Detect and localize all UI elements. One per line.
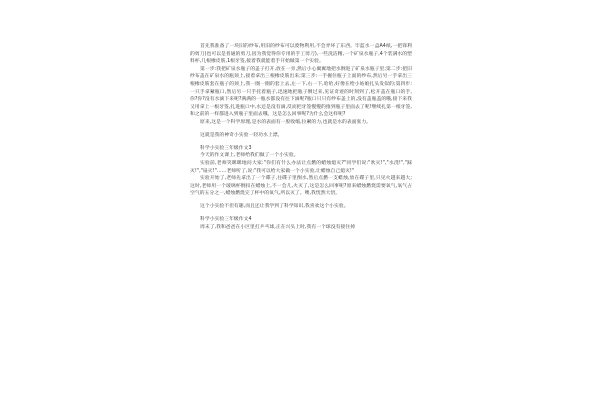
paragraph: 首先我准备了一块旧的纱布,用旧的纱布可以废物利用,不会弄坏了东西。牢蓝水一盒A4纸,一把锋利的剪刀(也可以是普通的剪刀,因为我觉得你专用的手工剪刀),一些洗洁精,一个矿泉水瓶子,4个装满水的塑料杯,几根橡皮筋,1根牙签,接着我就能着手开始做第一个实验。 [190, 44, 412, 65]
paragraph: 这就是我的神奇小实验一轻功水上漂。 [200, 133, 283, 139]
paragraph: 原来,这是一个科学原理,是水的表面有一股收缩,拉紧的力,也就是水的表面张力。 [200, 119, 372, 125]
paragraph: 这个小实验不但有趣,而且还让我学到了科学知识,我喜欢这个小实验。 [200, 204, 349, 210]
paragraph: 实验开始了,老师先拿出了一个碟子,往碟子里倒水,然后点燃一支蜡烛,放在碟子里,只见火越来越大;这时,老师用一个玻璃杯倒扣在蜡烛上,不一会儿,火灭了,这是怎么回事呢?原来蜡烛燃烧需要氧气,氧气占空气的五分之一,蜡烛燃烧完了杯中的氧气,所以灭了。噢,我恍然大悟。 [190, 176, 412, 197]
paragraph: 周末了,我和爸爸在小区里打乒乓球,正在兴头上时,我有一个球没有接住掉 [200, 224, 355, 230]
paragraph: 第一步:我把矿泉水瓶子的盖子打开,放在一旁,然后小心翼翼地把水倒进了矿泉水瓶子里;第二步:把旧纱布盖在矿泉水的瓶颈上,接着拿出三根橡皮筋出来;第三步:一手握住瓶子上面的纱布,然后另一手拿出三根橡皮筋套在瓶子的颈上,我一圈一圈的套上去,左一下,右一下,哈哈,好像在给小姑娘扎头发似的;第四步:一只手拿紧瓶口,然后另一只手托着瓶子,迅速地把瓶子倒过来,见证奇迹的时刻到了,松开盖在瓶口的手,你?你?没有水滴下来呢?满满的一瓶水都没有往下滴呢?瓶口只只有纱布盖上的,没有盖瓶盖的哦,接下来我又用拿上一根牙签,扎进瓶口中,水还是没有滴,反而把牙签慢慢的推到瓶子里面去了呢!继续扎第一根牙签,和之前的一样都进入到瓶子里面去哦。这是怎么回事呢?为什么会这样呢? [190, 66, 412, 118]
paragraph: 今天的作文课上,老师给我们做了一个小实验。 [200, 153, 299, 159]
section-title: 科学小实验三年级作文3 [200, 145, 252, 151]
section-title: 科学小实验三年级作文4 [200, 217, 252, 223]
paragraph: 实验前,老师笑眯眯地问大家:"你们有什么办法让点燃的蜡烛熄灭?"同学们说:"吹灭!","水浇!","踩灭!","扇灭!"……老师听了,说:"我可以给大家做一个小实验,让蜡烛自己熄灭!" [190, 160, 412, 174]
document-body [190, 43, 412, 231]
